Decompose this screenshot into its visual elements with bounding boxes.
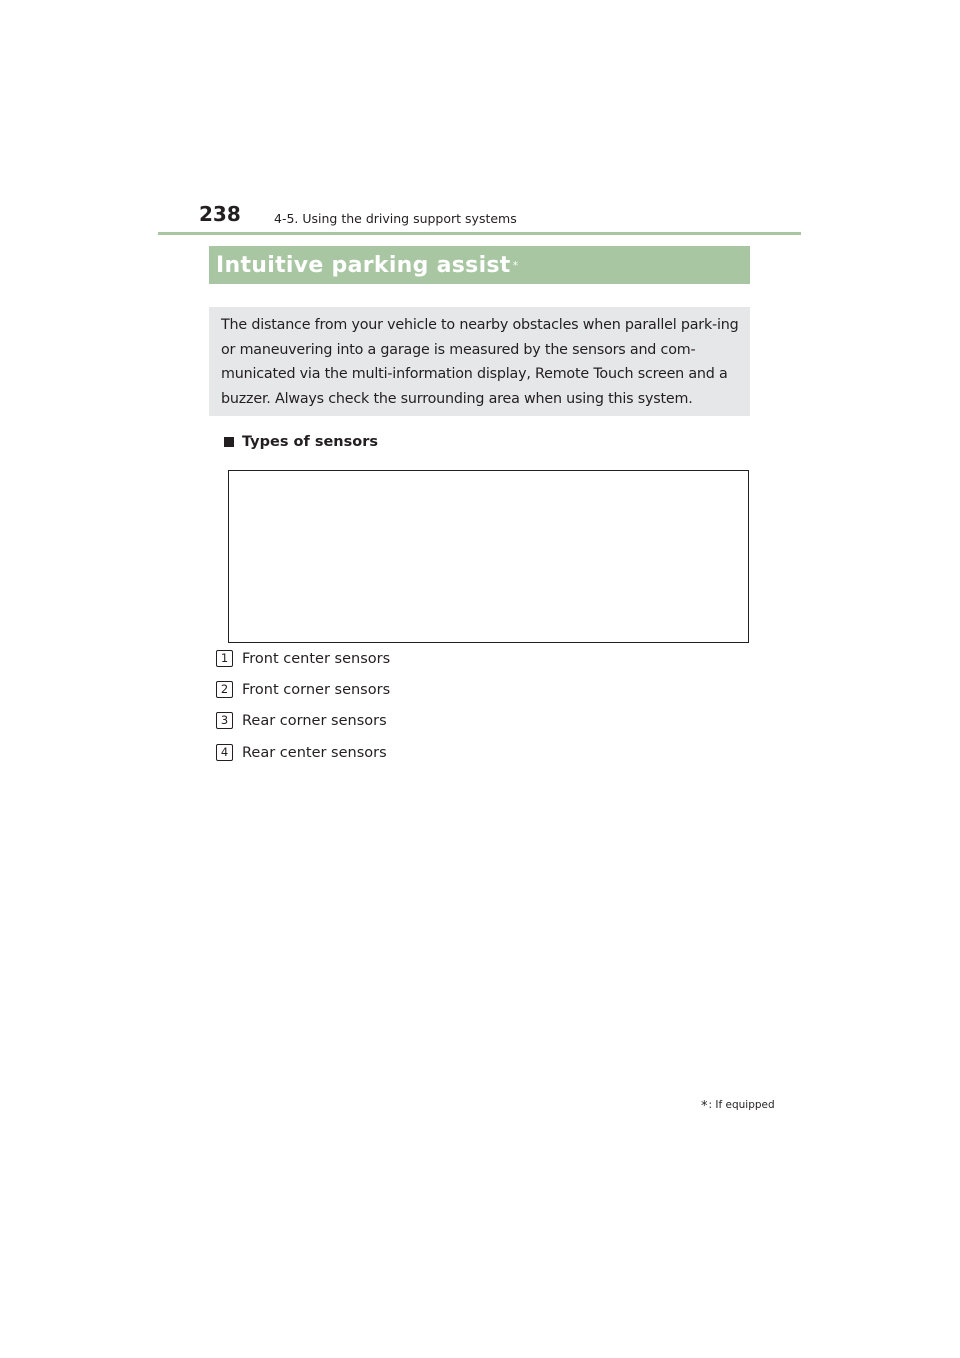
footnote-text: : If equipped xyxy=(708,1099,775,1111)
intro-text: The distance from your vehicle to nearby obstacles when parallel park-ing or maneuvering into a garage is measured by the sensors and com-municated via the multi-information display, Remote Touch screen and a buzzer. Always check the surrounding area when using this system. xyxy=(221,317,739,408)
legend-item xyxy=(216,650,390,667)
legend-label: Front corner sensors xyxy=(242,681,391,698)
header-divider xyxy=(158,232,801,235)
legend-item xyxy=(216,712,387,729)
number-badge: 2 xyxy=(216,681,233,698)
page-number: 238 xyxy=(199,202,241,226)
page-title: Intuitive parking assist xyxy=(216,252,511,278)
intro-box xyxy=(209,307,750,416)
legend-label: Front center sensors xyxy=(242,650,391,667)
footnote xyxy=(701,1099,775,1114)
number-badge: 3 xyxy=(216,712,233,729)
subheading-text: Types of sensors xyxy=(242,434,378,450)
legend-label: Rear center sensors xyxy=(242,744,387,761)
section-header: 4-5. Using the driving support systems xyxy=(274,211,517,226)
sensor-figure xyxy=(228,470,749,643)
asterisk-icon: * xyxy=(701,1099,708,1114)
subheading xyxy=(224,434,378,450)
title-asterisk: * xyxy=(512,258,519,272)
title-bar xyxy=(209,246,750,284)
legend-item xyxy=(216,681,390,698)
square-bullet-icon xyxy=(224,437,234,447)
legend-label: Rear corner sensors xyxy=(242,712,387,729)
number-badge: 1 xyxy=(216,650,233,667)
legend-item xyxy=(216,744,387,761)
number-badge: 4 xyxy=(216,744,233,761)
